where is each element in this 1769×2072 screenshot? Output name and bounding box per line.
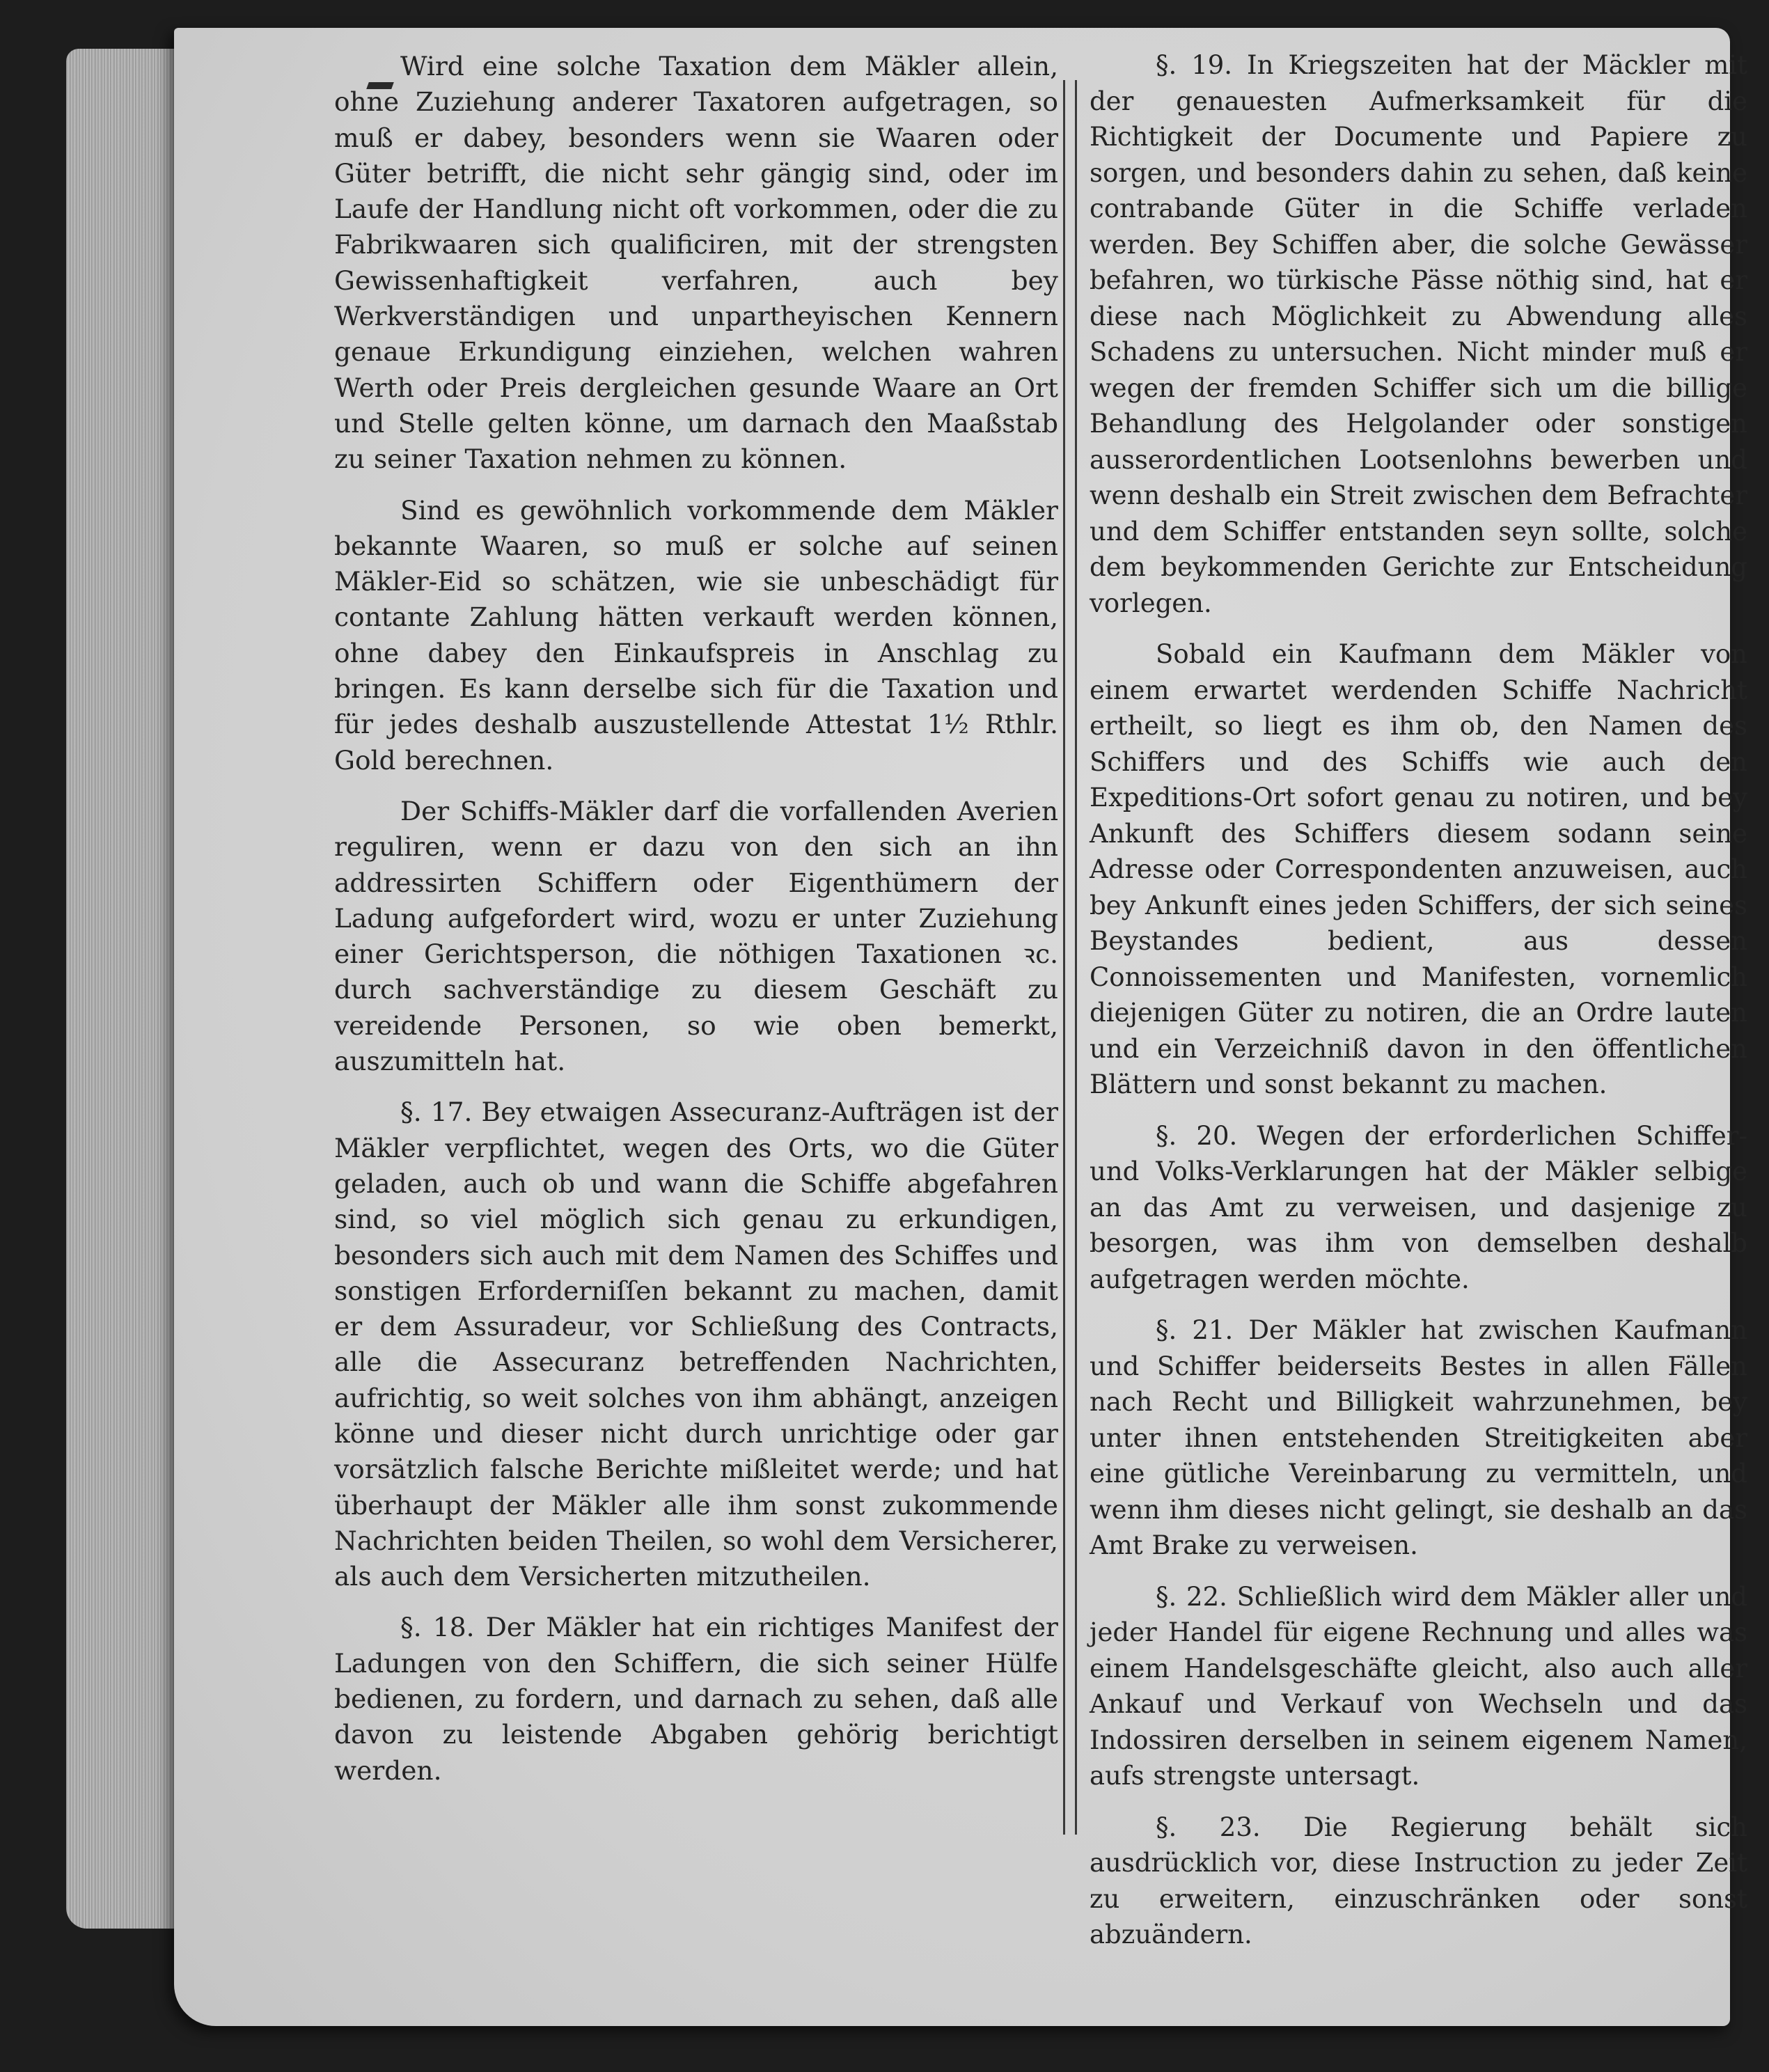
paragraph: Der Schiffs-Mäkler darf die vorfallenden Averien reguliren, wenn er dazu von den sich an ihn addressirten Schiffern oder Eigenthümern der Ladung aufgefordert wird, wozu er unter Zuziehung einer Gerichtsperson, die nöthigen Taxationen ꝛc. durch sachverständige zu diesem Geschäft zu vereidende Personen, so wie oben bemerkt, auszumitteln hat. (334, 795, 1058, 1077)
paragraph: Sobald ein Kaufmann dem Mäkler von einem erwartet werdenden Schiffe Nachricht ertheilt, so liegt es ihm ob, den Namen des Schiffers und des Schiffs wie auch den Expeditions-Ort sofort genau zu notiren, und bey Ankunft des Schiffers diesem sodann seine Adresse oder Correspondenten anzuweisen, auch bey Ankunft eines jeden Schiffers, der sich seines Beystandes bedient, aus dessen Connoissementen und Manifesten, vornemlich diejenigen Güter zu notiren, die an Ordre lauten und ein Verzeichniß davon in den öffentlichen Blättern und sonst bekannt zu machen. (1090, 639, 1747, 1099)
right-text-column (1090, 47, 1747, 1968)
section-17-paragraph: §. 17. Bey etwaigen Assecuranz-Aufträgen ist der Mäkler verpflichtet, wegen des Orts, wo die Güter geladen, auch ob und wann die Schiffe abgefahren sind, so viel möglich sich genau zu erkundigen, besonders sich auch mit dem Namen des Schiffes und sonstigen Erforderniſſen bekannt zu machen, damit er dem Assuradeur, vor Schließung des Contracts, alle die Assecuranz betreffenden Nachrichten, aufrichtig, so weit solches von ihm abhängt, anzeigen könne und dieser nicht durch unrichtige oder gar vorsätzlich falsche Berichte mißleitet werde; und hat überhaupt der Mäkler alle ihm sonst zukommende Nachrichten beiden Theilen, so wohl dem Versicherer, als auch dem Versicherten mitzutheilen. (334, 1097, 1058, 1592)
section-23-paragraph: §. 23. Die Regierung behält sich ausdrücklich vor, diese Instruction zu jeder Zeit zu erweitern, einzuschränken oder sonst abzuändern. (1090, 1812, 1747, 1949)
section-22-paragraph: §. 22. Schließlich wird dem Mäkler aller und jeder Handel für eigene Rechnung und alles was einem Handelsgeschäfte gleicht, also auch aller Ankauf und Verkauf von Wechseln und das Indossiren derselben in seinem eigenem Namen, aufs strengste untersagt. (1090, 1581, 1747, 1791)
section-21-paragraph: §. 21. Der Mäkler hat zwischen Kaufmann und Schiffer beiderseits Bestes in allen Fällen nach Recht und Billigkeit wahrzunehmen, bey unter ihnen entstehenden Streitigkeiten aber eine gütliche Vereinbarung zu vermitteln, und wenn ihm dieses nicht gelingt, sie deshalb an das Amt Brake zu verweisen. (1090, 1315, 1747, 1560)
left-text-column (334, 49, 1058, 1804)
section-18-paragraph: §. 18. Der Mäkler hat ein richtiges Manifest der Ladungen von den Schiffern, die sich seiner Hülfe bedienen, zu fordern, und darnach zu sehen, daß alle davon zu leistende Abgaben gehörig berichtigt werden. (334, 1612, 1058, 1786)
paragraph: Wird eine solche Taxation dem Mäkler allein, ohne Zuziehung anderer Taxatoren aufgetragen, so muß er dabey, besonders wenn sie Waaren oder Güter betrifft, die nicht sehr gängig sind, oder im Laufe der Handlung nicht oft vorkommen, oder die zu Fabrikwaaren sich qualificiren, mit der strengsten Gewissenhaftigkeit verfahren, auch bey Werkverständigen und unpartheyischen Kennern genaue Erkundigung einziehen, welchen wahren Werth oder Preis dergleichen gesunde Waare an Ort und Stelle gelten könne, um darnach den Maaßstab zu seiner Taxation nehmen zu können. (334, 51, 1058, 475)
paragraph: Sind es gewöhnlich vorkommende dem Mäkler bekannte Waaren, so muß er solche auf seinen Mäkler-Eid so schätzen, wie sie unbeschädigt für contante Zahlung hätten verkauft werden können, ohne dabey den Einkaufspreis in Anschlag zu bringen. Es kann derselbe sich für die Taxation und für jedes deshalb auszustellende Attestat 1½ Rthlr. Gold berechnen. (334, 494, 1058, 776)
section-19-paragraph: §. 19. In Kriegszeiten hat der Mäckler mit der genauesten Aufmerksamkeit für die Richtigkeit der Documente und Papiere zu sorgen, und besonders dahin zu sehen, daß keine contrabande Güter in die Schiffe verladen werden. Bey Schiffen aber, die solche Gewässer befahren, wo türkische Pässe nöthig sind, hat er diese nach Möglichkeit zu Abwendung alles Schadens zu untersuchen. Nicht minder muß er wegen der fremden Schiffer sich um die billige Behandlung des Helgolander oder sonstigen ausserordentlichen Lootsenlohns bewerben und wenn deshalb ein Streit zwischen dem Befrachter und dem Schiffer entstanden seyn sollte, solche dem beykommenden Gerichte zur Entscheidung vorlegen. (1090, 50, 1747, 618)
column-divider-rule (1063, 80, 1077, 1835)
section-20-paragraph: §. 20. Wegen der erforderlichen Schiffer- und Volks-Verklarungen hat der Mäkler selbige an das Amt zu verweisen, und dasjenige zu besorgen, was ihm von demselben deshalb aufgetragen werden möchte. (1090, 1120, 1747, 1294)
